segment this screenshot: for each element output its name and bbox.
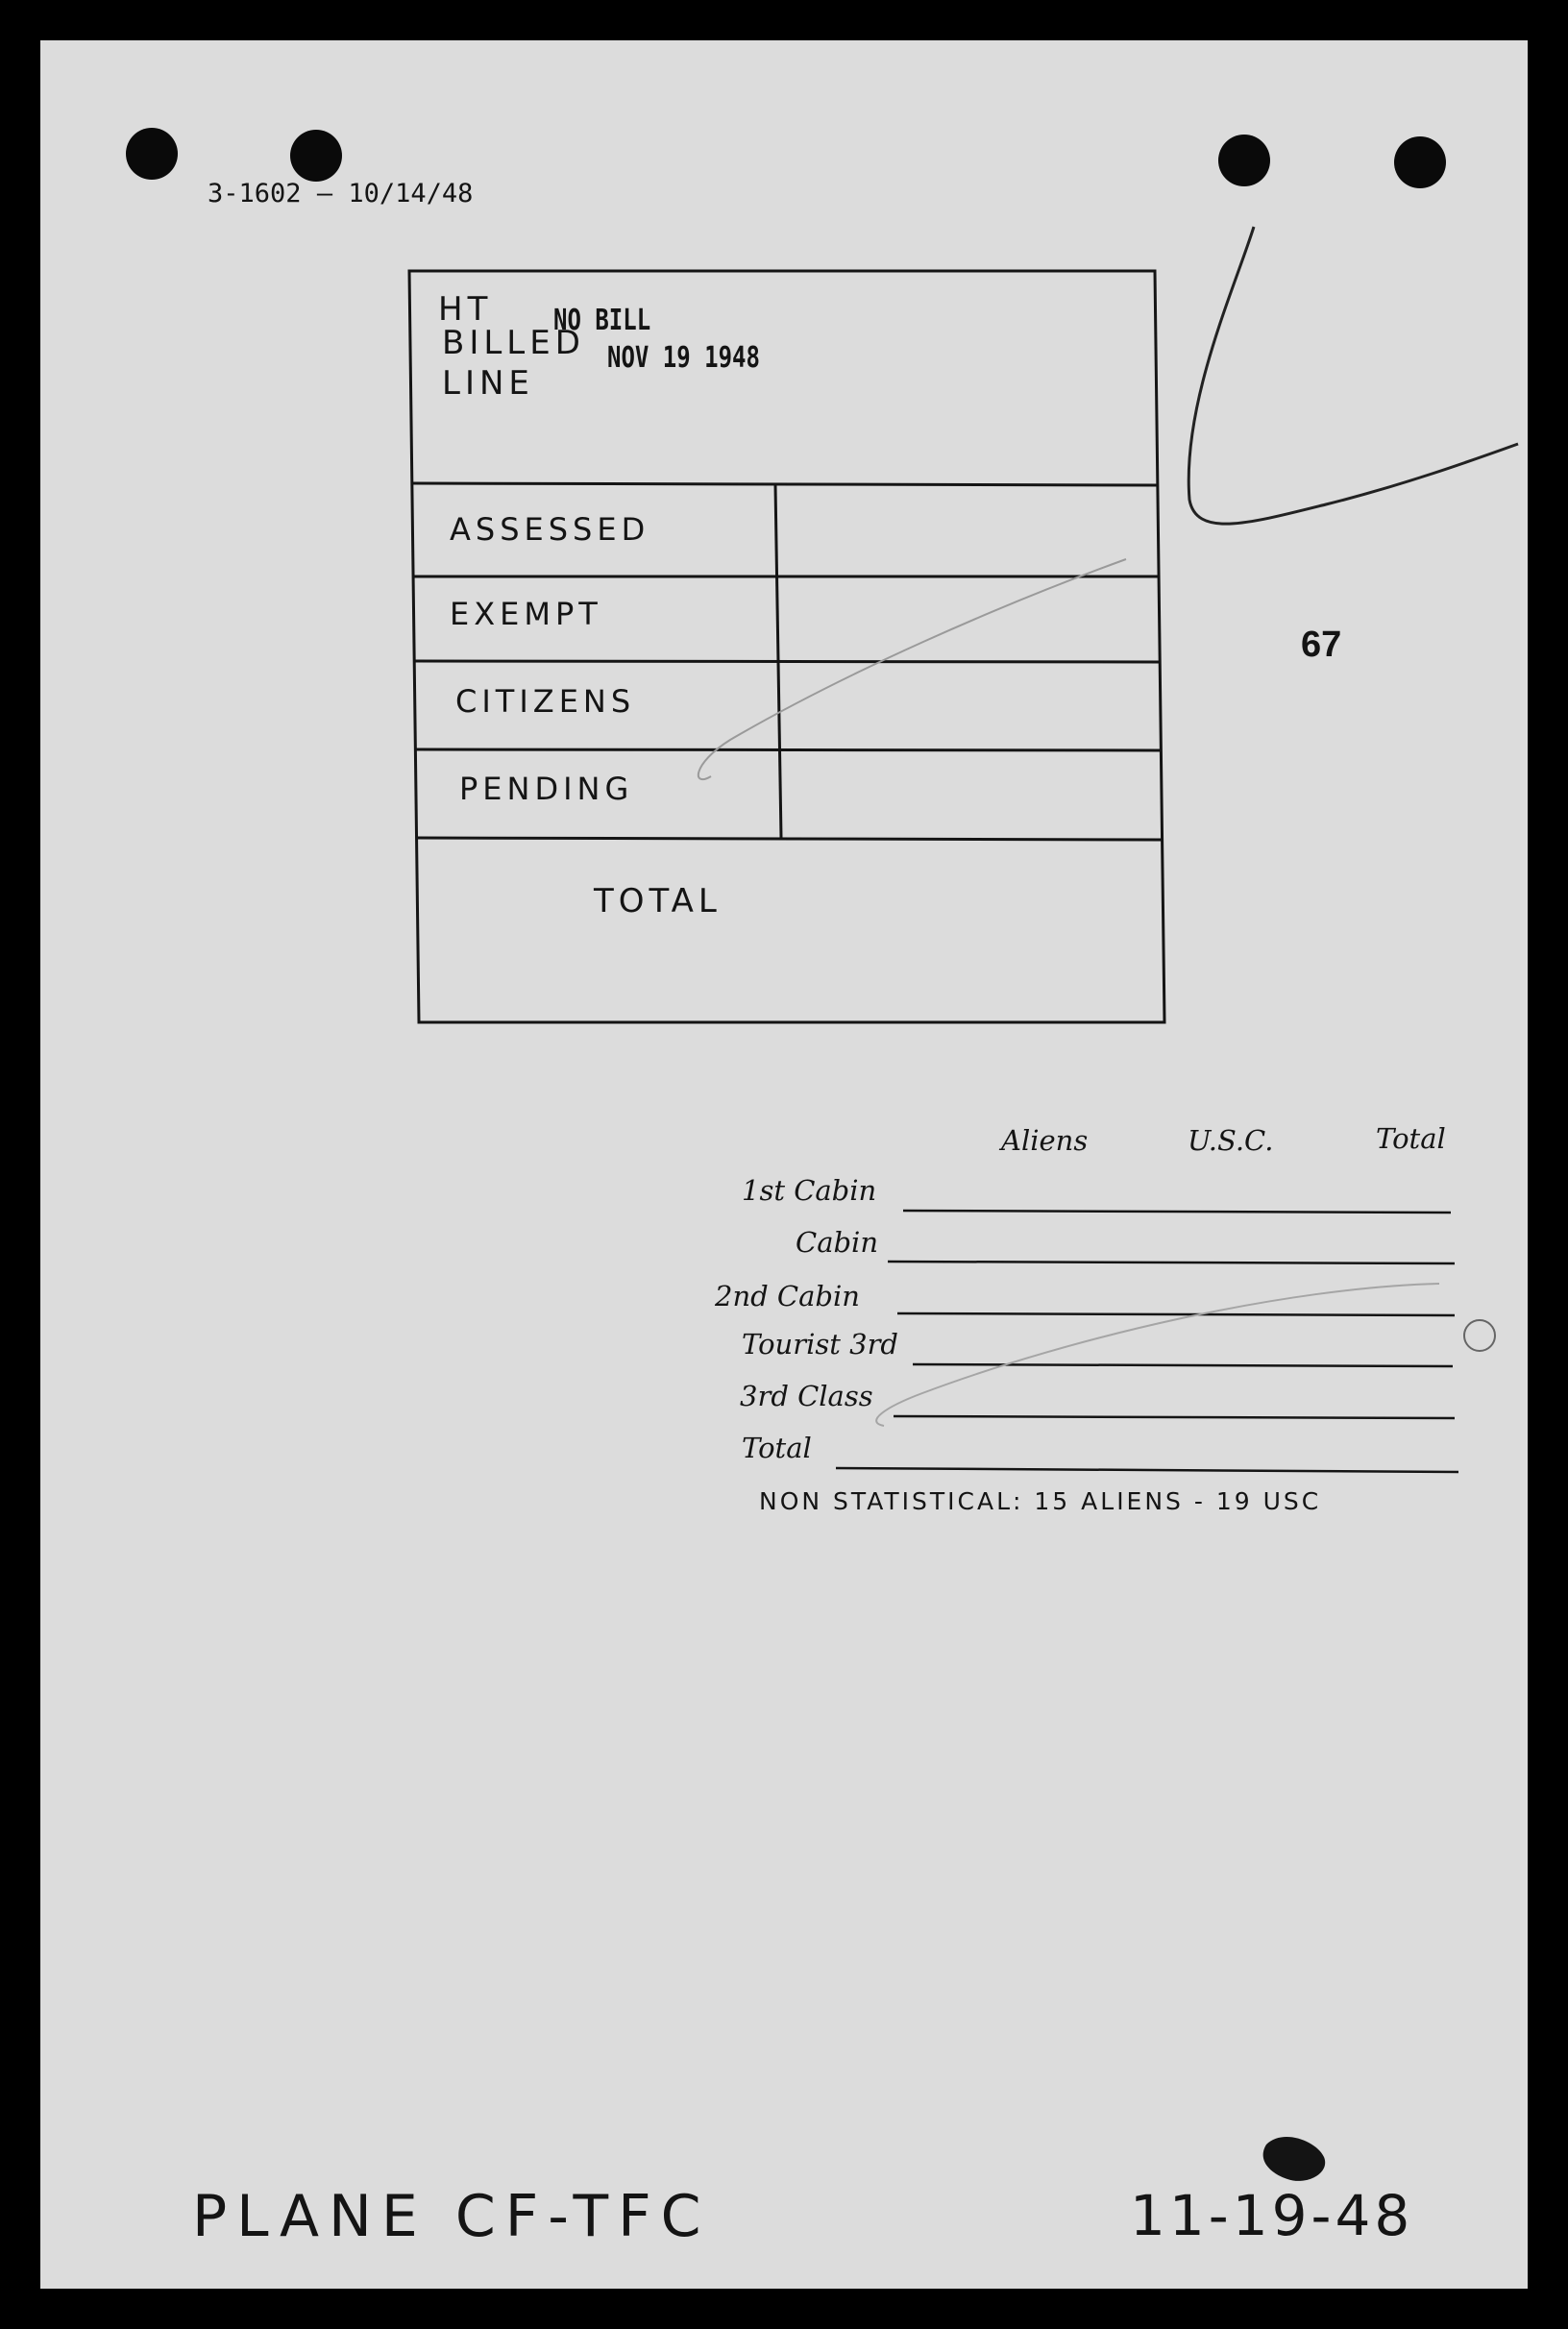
footer-plane-id: PLANE CF-TFC xyxy=(192,2183,711,2250)
document-page xyxy=(40,40,1528,2289)
header-total: Total xyxy=(1376,1122,1446,1155)
page-number: 67 xyxy=(1301,625,1342,665)
header-usc: U.S.C. xyxy=(1188,1124,1274,1157)
row-citizens-label: CITIZENS xyxy=(455,683,636,720)
footer-date: 11-19-48 xyxy=(1130,2183,1414,2248)
reference-number: 3-1602 xyxy=(208,179,302,208)
class-tourist-3rd: Tourist 3rd xyxy=(742,1328,898,1361)
header-aliens: Aliens xyxy=(1001,1124,1089,1157)
reference-date: 10/14/48 xyxy=(348,179,474,208)
box-line-line: LINE xyxy=(442,364,534,403)
non-statistical-note: NON STATISTICAL: 15 ALIENS - 19 USC xyxy=(759,1487,1322,1515)
punch-hole-3 xyxy=(1218,135,1270,186)
box-line-billed: BILLED xyxy=(442,324,585,362)
received-date-stamp: NOV 19 1948 xyxy=(607,341,760,375)
box-total-label: TOTAL xyxy=(594,882,722,920)
reference-separator: — xyxy=(316,179,349,208)
row-assessed-label: ASSESSED xyxy=(450,511,650,548)
no-bill-stamp: NO BILL xyxy=(553,304,651,337)
punch-hole-2 xyxy=(290,130,342,182)
box-line-ht: HT xyxy=(438,290,493,329)
class-1st-cabin: 1st Cabin xyxy=(742,1174,877,1207)
punch-hole-4 xyxy=(1394,136,1446,188)
class-3rd-class: 3rd Class xyxy=(740,1380,873,1412)
class-total: Total xyxy=(742,1432,812,1464)
class-cabin: Cabin xyxy=(796,1226,878,1259)
row-exempt-label: EXEMPT xyxy=(450,596,602,632)
class-2nd-cabin: 2nd Cabin xyxy=(715,1280,860,1312)
punch-hole-1 xyxy=(126,128,178,180)
row-pending-label: PENDING xyxy=(459,771,634,807)
document-reference xyxy=(208,179,473,208)
